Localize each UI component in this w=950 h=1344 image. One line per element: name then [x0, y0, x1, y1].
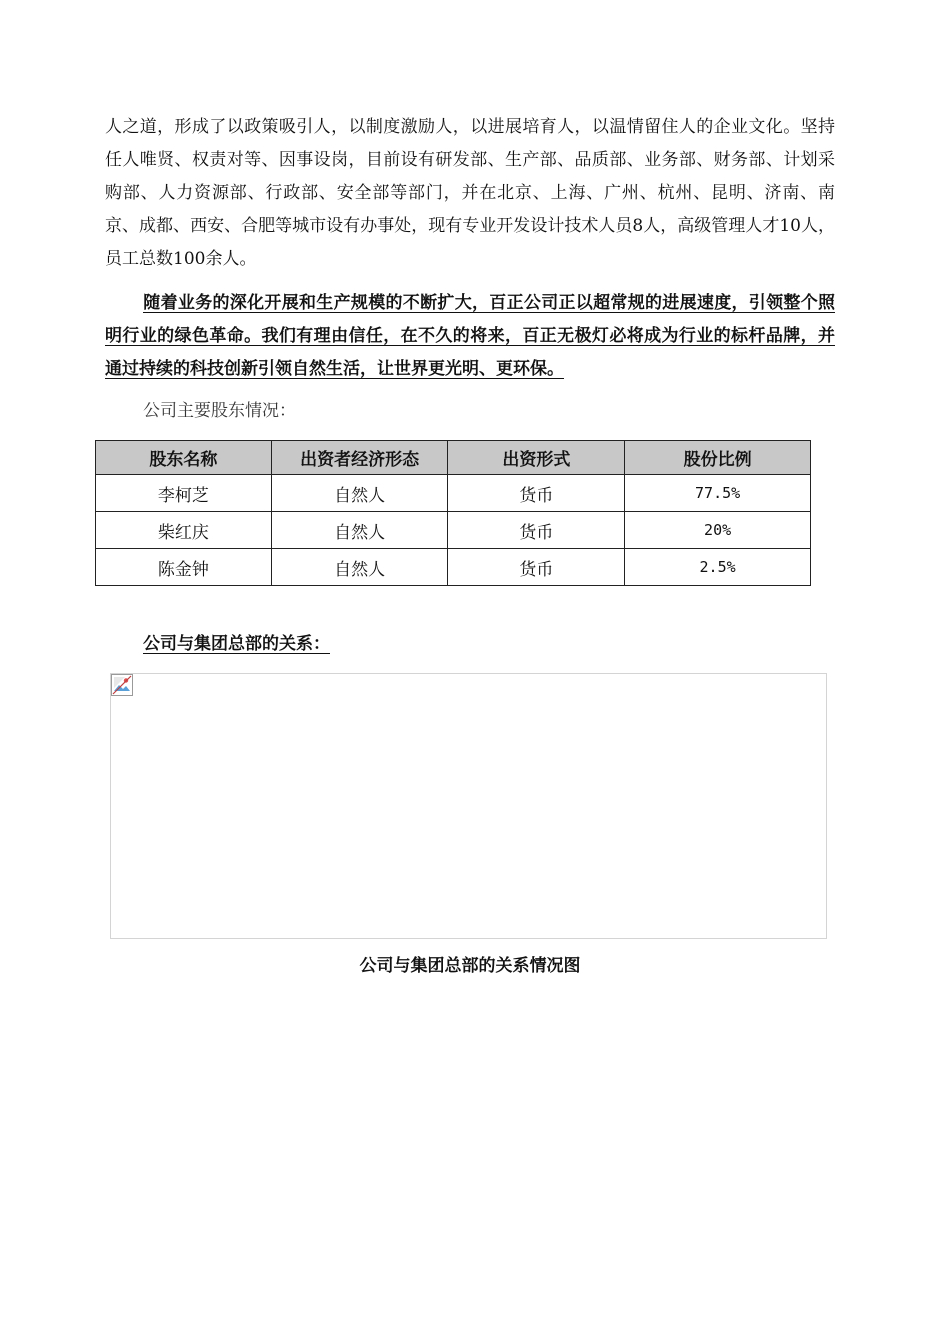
header-share-ratio: 股份比例 — [625, 441, 811, 475]
body-paragraph-culture: 人之道，形成了以政策吸引人，以制度激励人，以进展培育人，以温情留住人的企业文化。坚持任人唯贤、权责对等、因事设岗，目前设有研发部、生产部、品质部、业务部、财务部、计划采购部、人力资源部、行政部、安全部等部门，并在北京、上海、广州、杭州、昆明、济南、南京、成都、西安、合肥等城市设有办事处，现有专业开发设计技术人员8人，高级管理人才10人，员工总数100余人。 — [105, 117, 835, 269]
header-contribution-form: 出资形式 — [448, 441, 625, 475]
header-investor-type: 出资者经济形态 — [271, 441, 448, 475]
table-row — [96, 549, 811, 586]
shareholder-table — [95, 440, 811, 586]
header-shareholder-name: 股东名称 — [96, 441, 272, 475]
relationship-heading: 公司与集团总部的关系： — [143, 634, 330, 654]
cell-form: 货币 — [448, 475, 625, 512]
shareholders-intro: 公司主要股东情况： — [143, 401, 296, 421]
cell-name: 柴红庆 — [96, 512, 272, 549]
table-row — [96, 475, 811, 512]
cell-form: 货币 — [448, 512, 625, 549]
cell-type: 自然人 — [271, 549, 448, 586]
table-header-row — [96, 441, 811, 475]
body-paragraph-vision — [105, 287, 835, 386]
broken-image-icon — [111, 674, 133, 696]
cell-ratio: 77.5% — [625, 475, 811, 512]
cell-ratio: 20% — [625, 512, 811, 549]
cell-ratio: 2.5% — [625, 549, 811, 586]
figure-caption: 公司与集团总部的关系情况图 — [359, 956, 581, 976]
cell-type: 自然人 — [271, 475, 448, 512]
table-row — [96, 512, 811, 549]
cell-name: 陈金钟 — [96, 549, 272, 586]
cell-form: 货币 — [448, 549, 625, 586]
vision-text: 随着业务的深化开展和生产规模的不断扩大，百正公司正以超常规的进展速度，引领整个照明行业的绿色革命。我们有理由信任，在不久的将来，百正无极灯必将成为行业的标杆品牌，并通过持续的科技创新引领自然生活，让世界更光明、更环保。 — [105, 293, 835, 379]
cell-name: 李柯芝 — [96, 475, 272, 512]
cell-type: 自然人 — [271, 512, 448, 549]
relationship-diagram-placeholder — [110, 673, 827, 939]
